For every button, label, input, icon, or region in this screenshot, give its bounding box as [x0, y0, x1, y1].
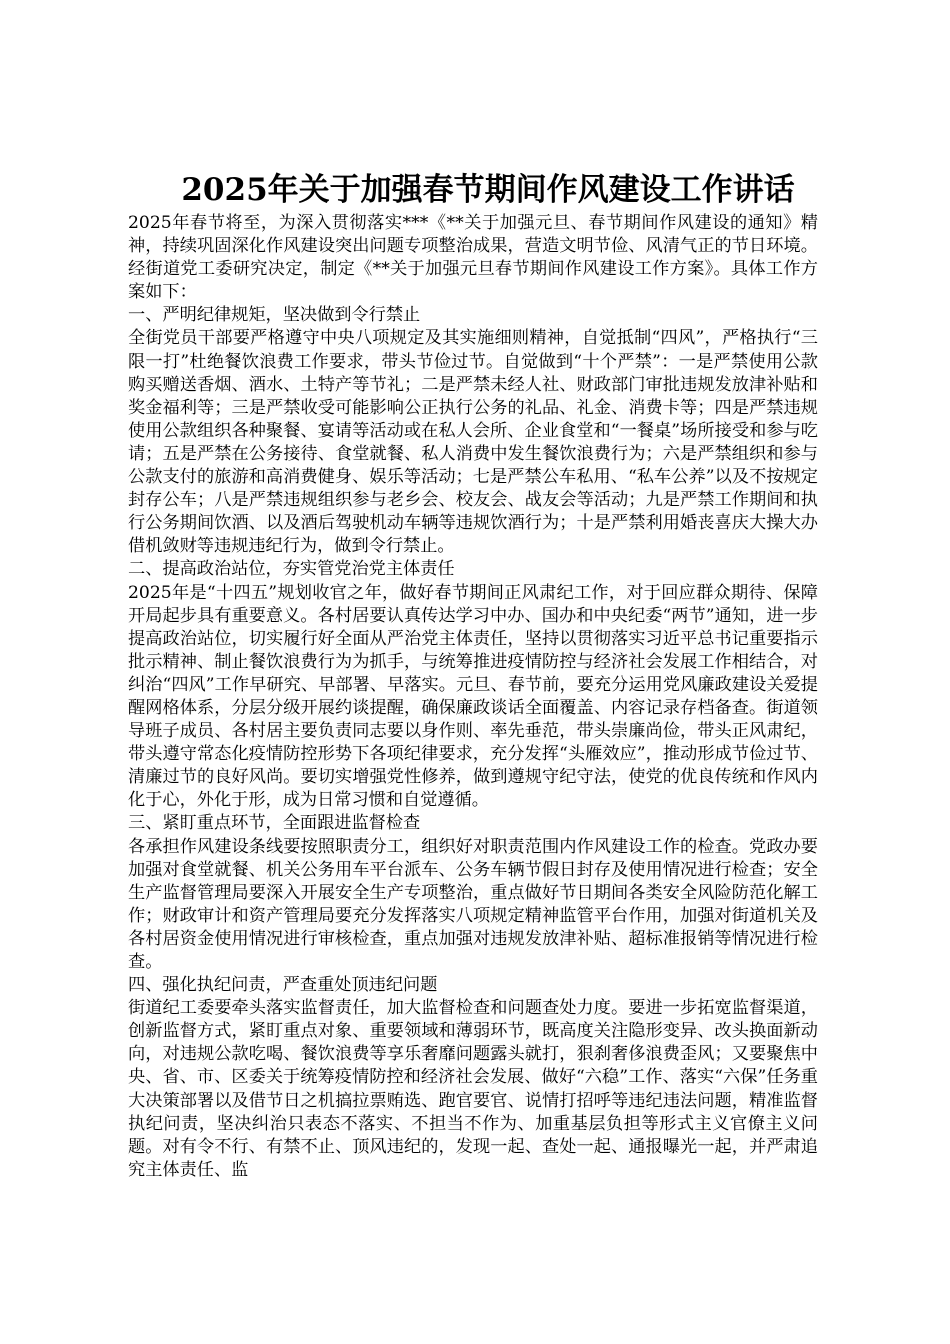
- section-heading-4: 四、强化执纪问责，严查重处顶违纪问题: [128, 975, 438, 996]
- section-heading-3: 三、紧盯重点环节，全面跟进监督检查: [128, 813, 421, 834]
- section-heading-1: 一、严明纪律规矩，坚决做到令行禁止: [128, 305, 421, 326]
- document-title: 2025年关于加强春节期间作风建设工作讲话: [181, 172, 795, 208]
- paragraph-section-3: 各承担作风建设条线要按照职责分工，组织好对职责范围内作风建设工作的检查。党政办要加强对食堂就餐、机关公务用车平台派车、公务车辆节假日封存及使用情况进行检查；安全生产监督管理局要深入开展安全生产专项整治，重点做好节日期间各类安全风险防范化解工作；财政审计和资产管理局要充分发挥落实八项规定精神监管平台作用，加强对街道机关及各村居资金使用情况进行审核检查，重点加强对违规发放津补贴、超标准报销等情况进行检查。: [128, 836, 818, 972]
- paragraph-intro: 2025年春节将至，为深入贯彻落实***《**关于加强元旦、春节期间作风建设的通知》精神，持续巩固深化作风建设突出问题专项整治成果，营造文明节俭、风清气正的节日环境。经街道党工委研究决定，制定《**关于加强元旦春节期间作风建设工作方案》。具体工作方案如下：: [128, 213, 818, 303]
- paragraph-section-1: 全街党员干部要严格遵守中央八项规定及其实施细则精神，自觉抵制“四风”，严格执行“三限一打”杜绝餐饮浪费工作要求，带头节俭过节。自觉做到“十个严禁”：一是严禁使用公款购买赠送香烟、酒水、土特产等节礼；二是严禁未经人社、财政部门审批违规发放津补贴和奖金福利等；三是严禁收受可能影响公正执行公务的礼品、礼金、消费卡等；四是严禁违规使用公款组织各种聚餐、宴请等活动或在私人会所、企业食堂和“一餐桌”场所接受和参与吃请；五是严禁在公务接待、食堂就餐、私人消费中发生餐饮浪费行为；六是严禁组织和参与公款支付的旅游和高消费健身、娱乐等活动；七是严禁公车私用、“私车公养”以及不按规定封存公车；八是严禁违规组织参与老乡会、校友会、战友会等活动；九是严禁工作期间和执行公务期间饮酒、以及酒后驾驶机动车辆等违规饮酒行为；十是严禁利用婚丧喜庆大操大办借机敛财等违规违纪行为，做到令行禁止。: [128, 328, 818, 557]
- paragraph-section-2: 2025年是“十四五”规划收官之年，做好春节期间正风肃纪工作，对于回应群众期待、保障开局起步具有重要意义。各村居要认真传达学习中办、国办和中央纪委“两节”通知，进一步提高政治站位，切实履行好全面从严治党主体责任，坚持以贯彻落实习近平总书记重要指示批示精神、制止餐饮浪费行为为抓手，与统筹推进疫情防控与经济社会发展工作相结合，对纠治“四风”工作早研究、早部署、早落实。元旦、春节前，要充分运用党风廉政建设关爱提醒网格体系，分层分级开展约谈提醒，确保廉政谈话全面覆盖、内容记录存档备查。街道领导班子成员、各村居主要负责同志要以身作则、率先垂范，带头崇廉尚俭，带头正风肃纪，带头遵守常态化疫情防控形势下各项纪律要求，充分发挥“头雁效应”，推动形成节俭过节、清廉过节的良好风尚。要切实增强党性修养，做到遵规守纪守法，使党的优良传统和作风内化于心，外化于形，成为日常习惯和自觉遵循。: [128, 582, 818, 811]
- document-body: [128, 212, 818, 1182]
- section-heading-2: 二、提高政治站位，夯实管党治党主体责任: [128, 559, 455, 580]
- paragraph-section-4: 街道纪工委要牵头落实监督责任，加大监督检查和问题查处力度。要进一步拓宽监督渠道，创新监督方式，紧盯重点对象、重要领域和薄弱环节，既高度关注隐形变异、改头换面新动向，对违规公款吃喝、餐饮浪费等享乐奢靡问题露头就打，狠刹奢侈浪费歪风；又要聚焦中央、省、市、区委关于统筹疫情防控和经济社会发展、做好“六稳”工作、落实“六保”任务重大决策部署以及借节日之机搞拉票贿选、跑官要官、说情打招呼等违纪违法问题，精准监督执纪问责，坚决纠治只表态不落实、不担当不作为、加重基层负担等形式主义官僚主义问题。对有令不行、有禁不止、顶风违纪的，发现一起、查处一起、通报曝光一起，并严肃追究主体责任、监: [128, 998, 818, 1180]
